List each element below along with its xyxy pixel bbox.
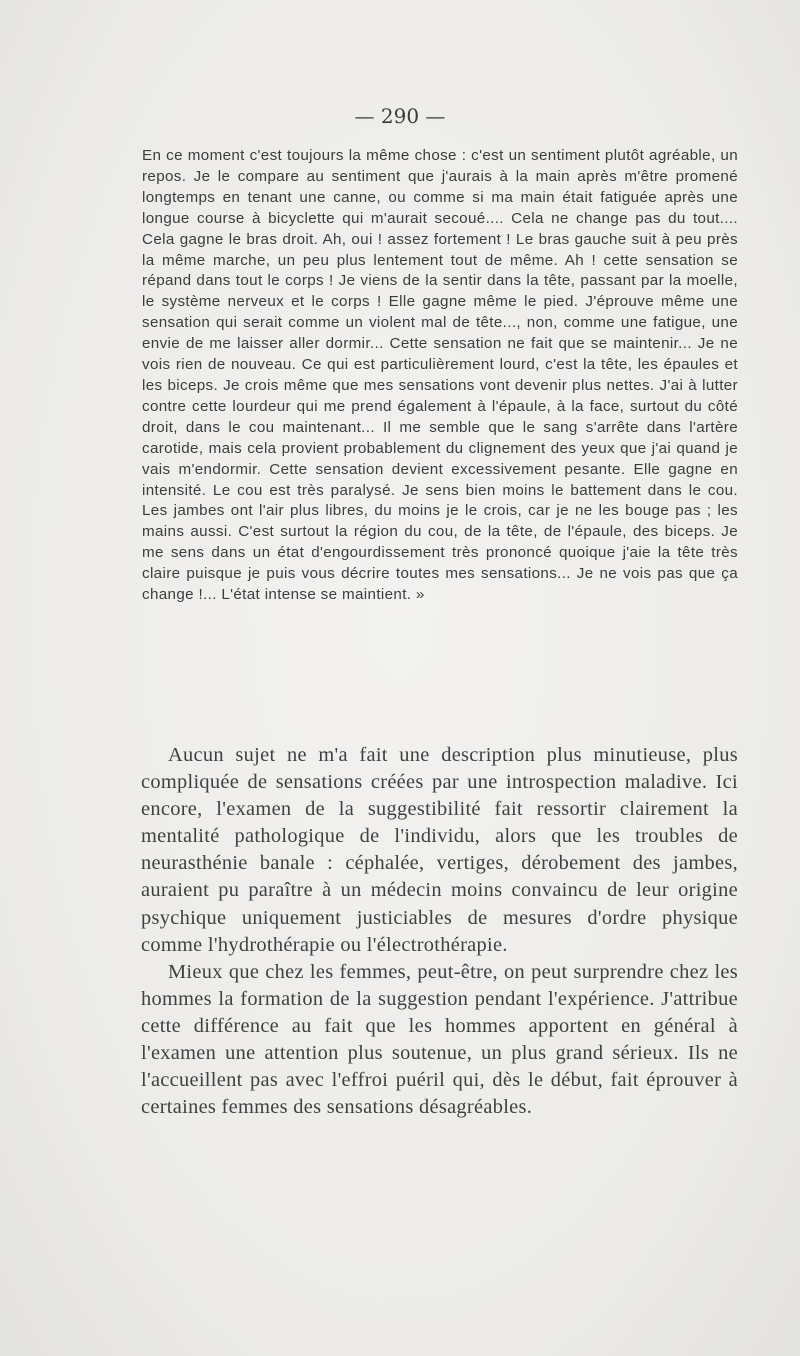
body-paragraph-2: Mieux que chez les femmes, peut-être, on peut surprendre chez les hommes la formation de la suggestion pendant l'expérience. J'attribue cette différence au fait que les hommes apportent en général à l'examen une attention plus soutenue, un plus grand sérieux. Ils ne l'accueillent pas avec l'effroi puéril qui, dès le début, fait éprouver à certaines femmes des sensations désagréables. — [141, 960, 738, 1119]
patient-testimony-quote: En ce moment c'est toujours la même chose : c'est un sentiment plutôt agréable, un repos. Je le compare au sentiment que j'aurais à la main après m'être promené longtemps en tenant une canne, ou comme si ma main était fatiguée après une longue course à bicyclette qui m'aurait secoué.... Cela ne change pas du tout.... Cela gagne le bras droit. Ah, oui ! assez fortement ! Le bras gauche suit à peu près la même marche, un peu plus lentement tout de même. Ah ! cette sensation se répand dans tout le corps ! Je viens de la sentir dans la tête, passant par la moelle, le système nerveux et le corps ! Elle gagne même le pied. J'éprouve même une sensation qui serait comme un violent mal de tête..., non, comme une fatigue, une envie de me laisser aller dormir... Cette sensation ne fait que se maintenir... Je ne vois rien de nouveau. Ce qui est particulièrement lourd, c'est la tête, les épaules et les biceps. Je crois même que mes sensations vont devenir plus nettes. J'ai à lutter contre cette lourdeur qui me prend également à l'épaule, à la face, surtout du côté droit, dans le cou maintenant... Il me semble que le sang s'arrête dans l'artère carotide, mais cela provient probablement du clignement des yeux que j'ai quand je vais m'endormir. Cette sensation devient excessivement pesante. Elle gagne en intensité. Le cou est très paralysé. Je sens bien moins le battement dans le cou. Les jambes ont l'air plus libres, du moins je le crois, car je ne les bouge pas ; les mains aussi. C'est surtout la région du cou, de la tête, de l'épaule, des biceps. Je me sens dans un état d'engourdissement très prononcé quoique j'aie la tête très claire puisque je puis vous décrire toutes mes sensations... Je ne vois pas que ça change !... L'état intense se maintient. » — [142, 147, 738, 604]
commentary-text — [141, 742, 738, 1121]
page-number: — 290 — — [354, 104, 446, 128]
body-paragraph-1: Aucun sujet ne m'a fait une description plus minutieuse, plus compliquée de sensations créées par une introspection maladive. Ici encore, l'examen de la suggestibilité fait ressortir clairement la mentalité pathologique de l'individu, alors que les troubles de neurasthénie banale : céphalée, vertiges, dérobement des jambes, auraient pu paraître à un médecin moins convaincu de leur origine psychique uniquement justiciables de mesures d'ordre physique comme l'hydrothérapie ou l'électrothérapie. — [141, 744, 738, 956]
